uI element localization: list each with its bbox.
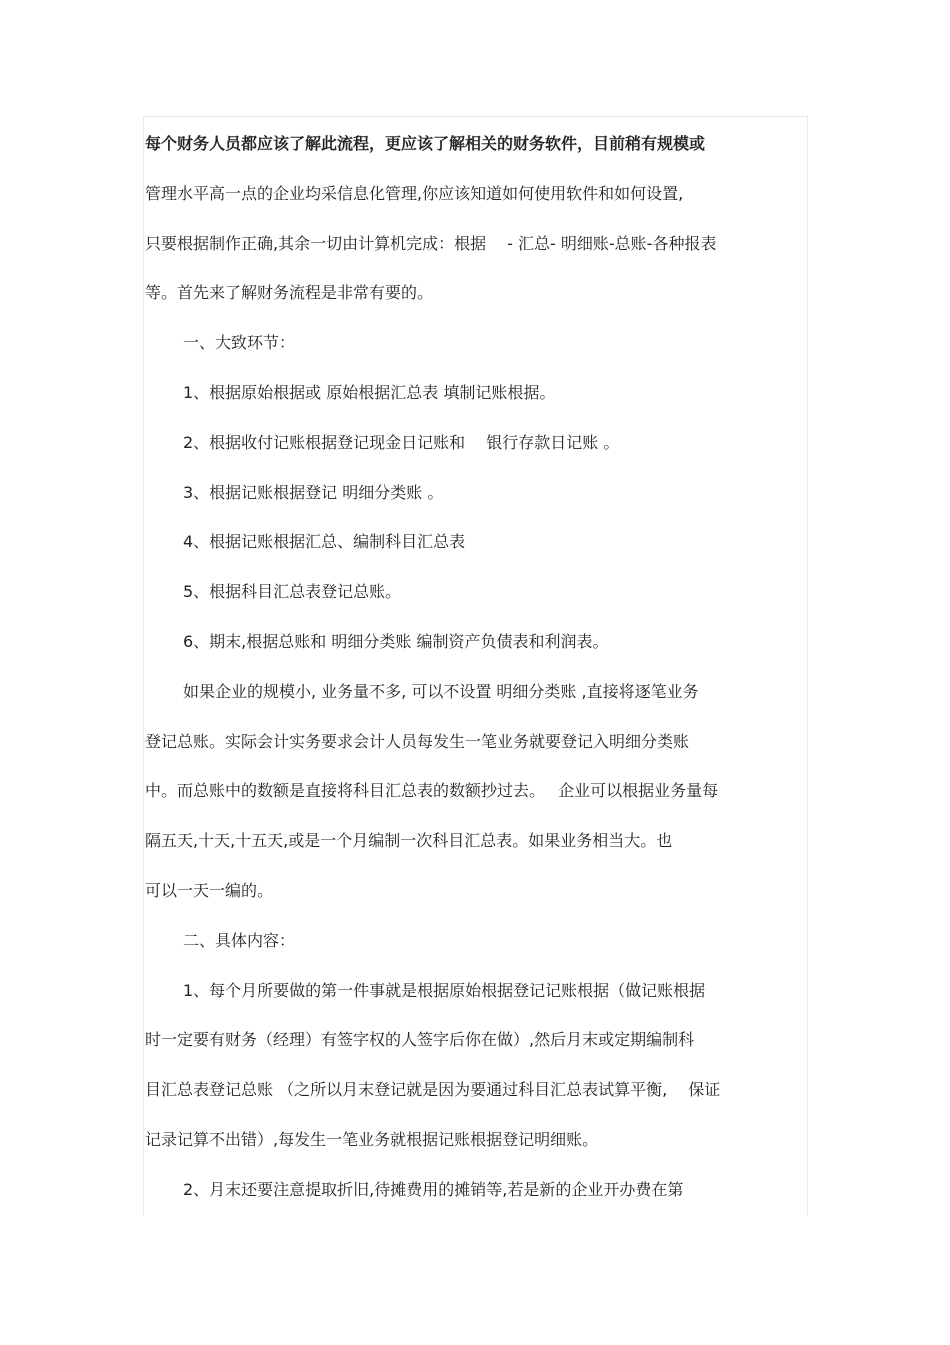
- text-line: 中。而总账中的数额是直接将科目汇总表的数额抄过去。 企业可以根据业务量每: [145, 781, 719, 800]
- text-line: 3、根据记账根据登记 明细分类账 。: [183, 483, 444, 502]
- text-line: 管理水平高一点的企业均采信息化管理,你应该知道如何使用软件和如何设置,: [145, 184, 684, 203]
- text-line: 6、期末,根据总账和 明细分类账 编制资产负债表和利润表。: [183, 632, 609, 651]
- text-line: 每个财务人员都应该了解此流程，更应该了解相关的财务软件，目前稍有规模或: [145, 134, 706, 153]
- page-frame: [143, 116, 808, 1216]
- text-line: 只要根据制作正确,其余一切由计算机完成：根据 - 汇总- 明细账-总账-各种报表: [145, 234, 717, 253]
- text-line: 二、具体内容：: [183, 931, 296, 950]
- text-line: 如果企业的规模小, 业务量不多, 可以不设置 明细分类账 ,直接将逐笔业务: [183, 682, 699, 701]
- text-line: 时一定要有财务（经理）有签字权的人签字后你在做）,然后月末或定期编制科: [145, 1030, 695, 1049]
- text-line: 1、每个月所要做的第一件事就是根据原始根据登记记账根据（做记账根据: [183, 981, 706, 1000]
- text-line: 登记总账。实际会计实务要求会计人员每发生一笔业务就要登记入明细分类账: [145, 732, 690, 751]
- text-line: 一、大致环节：: [183, 333, 296, 352]
- text-line: 2、月末还要注意提取折旧,待摊费用的摊销等,若是新的企业开办费在第: [183, 1180, 684, 1199]
- text-line: 5、根据科目汇总表登记总账。: [183, 582, 402, 601]
- text-line: 等。首先来了解财务流程是非常有要的。: [145, 283, 434, 302]
- text-line: 隔五天,十天,十五天,或是一个月编制一次科目汇总表。如果业务相当大。也: [145, 831, 673, 850]
- text-line: 1、根据原始根据或 原始根据汇总表 填制记账根据。: [183, 383, 556, 402]
- text-line: 可以一天一编的。: [145, 881, 274, 900]
- text-line: 目汇总表登记总账 （之所以月末登记就是因为要通过科目汇总表试算平衡, 保证: [145, 1080, 721, 1099]
- text-line: 4、根据记账根据汇总、编制科目汇总表: [183, 532, 466, 551]
- text-line: 2、根据收付记账根据登记现金日记账和 银行存款日记账 。: [183, 433, 620, 452]
- text-line: 记录记算不出错）,每发生一笔业务就根据记账根据登记明细账。: [145, 1130, 599, 1149]
